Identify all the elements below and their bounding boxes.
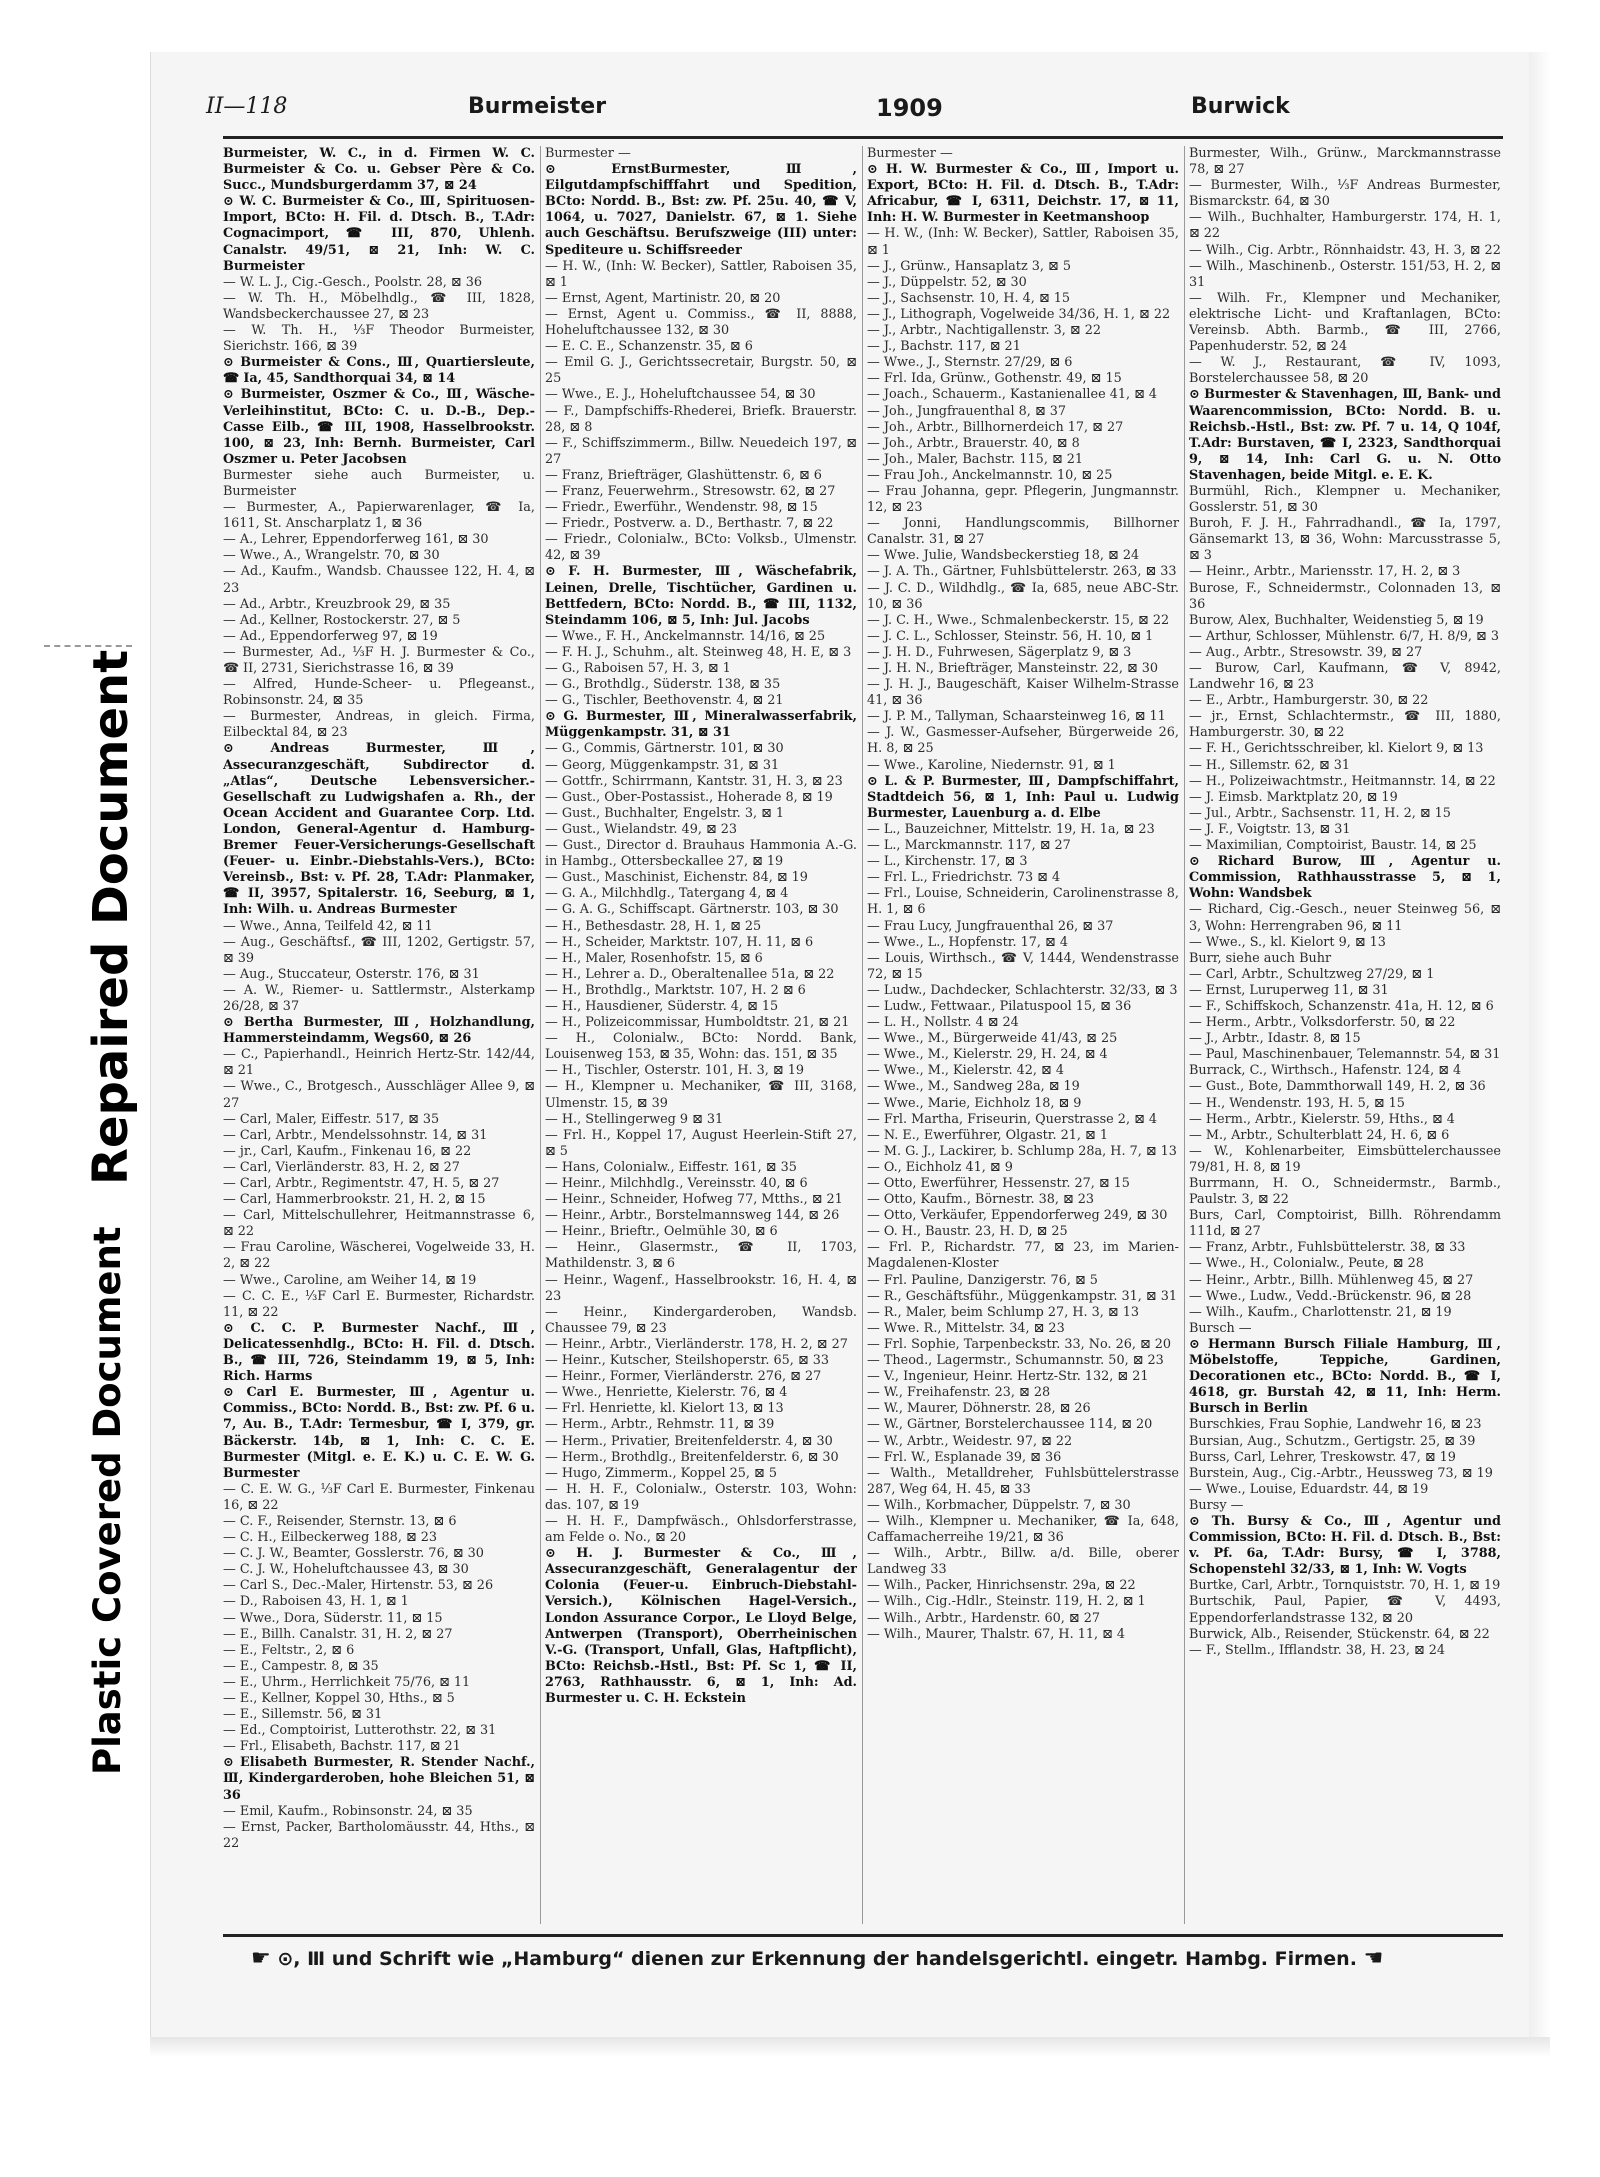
directory-entry: — Ed., Comptoirist, Lutterothstr. 22, ⊠ 31 [223,1723,497,1739]
directory-entry: — Ernst, Agent, Martinistr. 20, ⊠ 20 [545,290,781,306]
directory-entry: — Wwe., Louise, Eduardstr. 44, ⊠ 19 [1189,1481,1429,1497]
directory-entry: — G., Commis, Gärtnerstr. 101, ⊠ 30 [545,741,784,757]
directory-entry: — Heinr., Arbtr., Mariensstr. 17, H. 2, ⊠ 3 [1189,564,1461,580]
directory-entry: ⊙ Burmeister & Cons., Ⅲ, Quartiersleute, ☎ Ia, 45, Sandthorquai 34, ⊠ 14 [223,355,535,387]
directory-entry: — C. C. E., ⅓F Carl E. Burmester, Richardstr. 11, ⊠ 22 [223,1288,535,1320]
year: 1909 [876,94,943,122]
directory-entry: — R., Maler, beim Schlump 27, H. 3, ⊠ 13 [867,1304,1139,1320]
directory-entry: — L., Kirchenstr. 17, ⊠ 3 [867,854,1028,870]
directory-entry: — Frl. Henriette, kl. Kielort 13, ⊠ 13 [545,1401,784,1417]
directory-entry: — Heinr., Kindergarderoben, Wandsb. Chaussee 79, ⊠ 23 [545,1304,857,1336]
directory-entry: — Joh., Maler, Bachstr. 115, ⊠ 21 [867,451,1084,467]
directory-entry: — Wwe., M., Kielerstr. 29, H. 24, ⊠ 4 [867,1047,1108,1063]
directory-entry: — L. H., Nollstr. 4 ⊠ 24 [867,1015,1019,1031]
directory-entry: — J. W., Gasmesser-Aufseher, Bürgerweide 26, H. 8, ⊠ 25 [867,725,1179,757]
directory-entry: — Heinr., Arbtr., Borstelmannsweg 144, ⊠ 26 [545,1208,840,1224]
directory-entry: — Gust., Wielandstr. 49, ⊠ 23 [545,821,738,837]
directory-entry: — Hugo, Zimmerm., Koppel 25, ⊠ 5 [545,1465,777,1481]
directory-entry: — Herm., Arbtr., Volksdorferstr. 50, ⊠ 22 [1189,1015,1456,1031]
column-separator [540,146,541,1924]
directory-entry: — Wilh., Packer, Hinrichsenstr. 29a, ⊠ 22 [867,1578,1136,1594]
directory-entry: — Theod., Lagermstr., Schumannstr. 50, ⊠ 23 [867,1353,1164,1369]
directory-entry: — Friedr., Ewerführ., Wendenstr. 98, ⊠ 15 [545,500,818,516]
directory-entry: ⊙ W. C. Burmeister & Co., Ⅲ, Spirituosen-Import, BCto: H. Fil. d. Dtsch. B., T.Adr: Cognacimport, ☎ III, 870, Uhlenh. Canalstr. 49/51, ⊠ 21, Inh: W. C. Burmeister [223,194,535,274]
directory-entry: — J. P. M., Tallyman, Schaarsteinweg 16, ⊠ 11 [867,709,1166,725]
directory-entry: ⊙ Hermann Bursch Filiale Hamburg, Ⅲ, Möbelstoffe, Teppiche, Gardinen, Decorationen etc., BCto: Nordd. B., ☎ I, 4618, gr. Burstah 42, ⊠ 11, Inh: Herm. Bursch in Berlin [1189,1336,1501,1417]
pointing-hand-right-icon: ☚ [1363,1946,1384,1971]
directory-entry: ⊙ Burmester & Stavenhagen, Ⅲ, Bank- und Waarencommission, BCto: Nordd. B. u. Reichsb.-Hstl., Bst: zw. Pf. 7 u. 14, Q 104f, T.Adr: Burstaven, ☎ I, 2323, Sandthorquai 9, ⊠ 14, Inh: Carl G. u. N. Otto Stavenhagen, beide Mitgl. e. E. K. [1189,387,1501,483]
directory-entry: — Wilh., Maschinenb., Osterstr. 151/53, H. 2, ⊠ 31 [1189,258,1501,290]
directory-entry: — Carl S., Dec.-Maler, Hirtenstr. 53, ⊠ 26 [223,1578,494,1594]
repaired-document-label: Repaired Document [83,649,139,1185]
directory-entry: — Herm., Arbtr., Kielerstr. 59, Hths., ⊠ 4 [1189,1111,1455,1127]
directory-entry: Buroh, F. J. H., Fahrradhandl., ☎ Ia, 1797, Gänsemarkt 13, ⊠ 36, Wohn: Marcusstrasse 5, ⊠ 3 [1189,516,1501,564]
directory-entry: — Emil G. J., Gerichtssecretair, Burgstr. 50, ⊠ 25 [545,355,857,387]
directory-entry: — Herm., Brothdlg., Breitenfelderstr. 6, ⊠ 30 [545,1449,839,1465]
directory-entry: ⊙ L. & P. Burmester, Ⅲ, Dampfschiffahrt, Stadtdeich 56, ⊠ 1, Inh: Paul u. Ludwig Burmester, Lauenburg a. d. Elbe [867,773,1179,821]
directory-entry: — Wilh., Buchhalter, Hamburgerstr. 174, H. 1, ⊠ 22 [1189,210,1501,242]
directory-entry: — H., Polizeicommissar, Humboldtstr. 21, ⊠ 21 [545,1015,850,1031]
directory-entry: Burmester siehe auch Burmeister, u. Burmeister [223,467,535,499]
directory-entry: — Wwe. Julie, Wandsbeckerstieg 18, ⊠ 24 [867,548,1140,564]
directory-entry: — Heinr., Brieftr., Oelmühle 30, ⊠ 6 [545,1224,778,1240]
directory-entry: — Wilh., Maurer, Thalstr. 67, H. 11, ⊠ 4 [867,1626,1126,1642]
directory-entry: — Heinr., Former, Vierländerstr. 276, ⊠ 27 [545,1369,822,1385]
directory-entry: — W., Maurer, Döhnerstr. 28, ⊠ 26 [867,1401,1091,1417]
directory-entry: — Ad., Kaufm., Wandsb. Chaussee 122, H. 4, ⊠ 23 [223,564,535,596]
directory-entry: — Frl. W., Esplanade 39, ⊠ 36 [867,1449,1062,1465]
directory-entry: — E., Campestr. 8, ⊠ 35 [223,1658,379,1674]
directory-entry: — L., Marckmannstr. 117, ⊠ 27 [867,838,1071,854]
directory-entry: — Franz, Briefträger, Glashüttenstr. 6, ⊠ 6 [545,467,822,483]
directory-entry: — jr., Carl, Kaufm., Finkenau 16, ⊠ 22 [223,1143,472,1159]
directory-entry: — Burmester, Andreas, in gleich. Firma, Eilbecktal 84, ⊠ 23 [223,709,535,741]
directory-entry: — H., Scheider, Marktstr. 107, H. 11, ⊠ 6 [545,934,814,950]
directory-entry: — Frl., Elisabeth, Bachstr. 117, ⊠ 21 [223,1739,461,1755]
directory-entry: — J., Arbtr., Idastr. 8, ⊠ 15 [1189,1031,1361,1047]
page-edge [1529,52,1551,2037]
directory-entry: — J., Düppelstr. 52, ⊠ 30 [867,274,1027,290]
directory-entry: — J. H. N., Briefträger, Mansteinstr. 22, ⊠ 30 [867,661,1159,676]
directory-entry: — Wwe., M., Bürgerweide 41/43, ⊠ 25 [867,1031,1118,1047]
directory-entry: — H., Tischler, Osterstr. 101, H. 3, ⊠ 19 [545,1063,804,1079]
directory-entry: — Alfred, Hunde-Scheer- u. Pflegeanst., Robinsonstr. 24, ⊠ 35 [223,677,535,709]
directory-entry: — Carl, Mittelschullehrer, Heitmannstrasse 6, ⊠ 22 [223,1208,535,1240]
directory-entry: — Burow, Carl, Kaufmann, ☎ V, 8942, Landwehr 16, ⊠ 23 [1189,661,1501,693]
directory-entry: — W. Th. H., ⅓F Theodor Burmeister, Sierichstr. 166, ⊠ 39 [223,323,535,355]
directory-entry: — F., Schiffskoch, Schanzenstr. 41a, H. 12, ⊠ 6 [1189,998,1494,1014]
directory-entry: — Carl, Hammerbrookstr. 21, H. 2, ⊠ 15 [223,1192,486,1208]
directory-entry: — W., Kohlenarbeiter, Eimsbüttelerchaussee 79/81, H. 8, ⊠ 19 [1189,1143,1501,1175]
directory-entry: — Burmester, Wilh., ⅓F Andreas Burmester, Bismarckstr. 64, ⊠ 30 [1189,178,1501,210]
directory-entry: — Gust., Buchhalter, Engelstr. 3, ⊠ 1 [545,805,785,821]
directory-entry: — Ad., Arbtr., Kreuzbrook 29, ⊠ 35 [223,596,451,612]
directory-entry: — Frau Caroline, Wäscherei, Vogelweide 33, H. 2, ⊠ 22 [223,1240,535,1272]
directory-entry: Burmester — [867,146,953,161]
directory-entry: — Wwe., H., Colonialw., Peute, ⊠ 28 [1189,1256,1424,1272]
directory-entry: Burmester — [545,146,631,161]
directory-entry: — J. A. Th., Gärtner, Fuhlsbüttelerstr. 263, ⊠ 33 [867,564,1177,580]
directory-entry: — J., Bachstr. 117, ⊠ 21 [867,339,1021,355]
page-footer [251,1946,1501,1980]
directory-entry: — H., Stellingerweg 9 ⊠ 31 [545,1111,724,1127]
left-keyword: Burmeister [468,94,607,119]
directory-entry: — W. Th. H., Möbelhdlg., ☎ III, 1828, Wandsbeckerchaussee 27, ⊠ 23 [223,290,535,322]
directory-entry: — Jul., Arbtr., Sachsenstr. 11, H. 2, ⊠ 15 [1189,805,1451,821]
directory-entry: — Maximilian, Comptoirist, Baustr. 14, ⊠ 25 [1189,838,1477,854]
directory-entry: — H., Maler, Rosenhofstr. 15, ⊠ 6 [545,950,763,966]
directory-entry: — Louis, Wirthsch., ☎ V, 1444, Wendenstrasse 72, ⊠ 15 [867,950,1179,982]
directory-entry: — Aug., Stuccateur, Osterstr. 176, ⊠ 31 [223,966,480,982]
directory-page [150,52,1551,2037]
directory-entry: Burmeister, W. C., in d. Firmen W. C. Burmeister & Co. u. Gebser Père & Co. Succ., Mundsburgerdamm 37, ⊠ 24 [223,146,535,194]
directory-entry: — C. J. W., Hoheluftchaussee 43, ⊠ 30 [223,1562,469,1578]
directory-entry: — G. A. G., Schiffscapt. Gärtnerstr. 103, ⊠ 30 [545,902,839,918]
column-4 [1189,146,1501,1924]
directory-entry: — W., Arbtr., Weidestr. 97, ⊠ 22 [867,1433,1073,1449]
directory-entry: — J., Sachsenstr. 10, H. 4, ⊠ 15 [867,290,1071,306]
directory-entry: — Wwe., M., Kielerstr. 42, ⊠ 4 [867,1063,1064,1079]
directory-entry: — H., Polizeiwachtmstr., Heitmannstr. 14, ⊠ 22 [1189,773,1496,789]
directory-entry: — V., Ingenieur, Heinr. Hertz-Str. 132, ⊠ 21 [867,1369,1149,1385]
directory-entry: — Wwe., Henriette, Kielerstr. 76, ⊠ 4 [545,1385,788,1401]
columns [223,146,1503,1924]
directory-entry: — Wwe., Caroline, am Weiher 14, ⊠ 19 [223,1272,477,1288]
directory-entry: — J. Eimsb. Marktplatz 20, ⊠ 19 [1189,789,1398,805]
directory-entry: — F. H. J., Schuhm., alt. Steinweg 48, H. E, ⊠ 3 [545,644,852,660]
directory-entry: — Ernst, Luruperweg 11, ⊠ 31 [1189,982,1389,998]
directory-entry: — Gust., Bote, Dammthorwall 149, H. 2, ⊠ 36 [1189,1079,1486,1095]
directory-entry: — C. J. W., Beamter, Gosslerstr. 76, ⊠ 30 [223,1546,484,1562]
directory-entry: Burs, Carl, Comptoirist, Billh. Röhrendamm 111d, ⊠ 27 [1189,1208,1501,1240]
directory-entry: — H., Brothdlg., Marktstr. 107, H. 2 ⊠ 6 [545,982,806,998]
directory-entry: — D., Raboisen 43, H. 1, ⊠ 1 [223,1594,409,1610]
directory-entry: — Carl, Arbtr., Schultzweg 27/29, ⊠ 1 [1189,966,1435,982]
directory-entry: — F., Stellm., Ifflandstr. 38, H. 23, ⊠ 24 [1189,1642,1446,1658]
directory-entry: — Ernst, Agent u. Commiss., ☎ II, 8888, Hoheluftchaussee 132, ⊠ 30 [545,306,857,339]
directory-entry: ⊙ H. W. Burmester & Co., Ⅲ, Import u. Export, BCto: H. Fil. d. Dtsch. B., T.Adr: Africabur, ☎ I, 6311, Deichstr. 17, ⊠ 11, Inh: H. W. Burmester in Keetmanshoop [867,162,1179,226]
directory-entry: — Aug., Arbtr., Stresowstr. 39, ⊠ 27 [1189,644,1423,660]
directory-entry: — Georg, Müggenkampstr. 31, ⊠ 31 [545,757,780,773]
directory-entry: — H., Wendenstr. 193, H. 5, ⊠ 15 [1189,1095,1405,1111]
directory-entry: — H. H. F., Colonialw., Osterstr. 103, Wohn: das. 107, ⊠ 19 [545,1481,857,1513]
directory-entry: Bursch — [1189,1320,1252,1336]
directory-entry: — Ludw., Fettwaar., Pilatuspool 15, ⊠ 36 [867,998,1132,1014]
directory-entry: — Hans, Colonialw., Eiffestr. 161, ⊠ 35 [545,1159,797,1175]
directory-entry: — F. H., Gerichtsschreiber, kl. Kielort 9, ⊠ 13 [1189,741,1484,757]
plastic-covered-label: Plastic Covered Document [86,1226,129,1775]
directory-entry: — M. G. J., Lackirer, b. Schlump 28a, H. 7, ⊠ 13 [867,1143,1177,1159]
directory-entry: — R., Geschäftsführ., Müggenkampstr. 31, ⊠ 31 [867,1288,1177,1304]
directory-entry: — Ludw., Dachdecker, Schlachterstr. 32/33, ⊠ 3 [867,982,1178,998]
directory-entry: — H., Colonialw., BCto: Nordd. Bank, Louisenweg 153, ⊠ 35, Wohn: das. 151, ⊠ 35 [545,1031,857,1063]
directory-entry: — Wwe., Dora, Süderstr. 11, ⊠ 15 [223,1610,443,1626]
directory-entry: — G., Tischler, Beethovenstr. 4, ⊠ 21 [545,693,784,709]
directory-entry: — W. L. J., Cig.-Gesch., Poolstr. 28, ⊠ 36 [223,274,482,290]
directory-entry: — Joh., Arbtr., Billhornerdeich 17, ⊠ 27 [867,419,1124,435]
directory-entry: — H. W., (Inh: W. Becker), Sattler, Raboisen 35, ⊠ 1 [867,226,1179,258]
directory-entry: — Emil, Kaufm., Robinsonstr. 24, ⊠ 35 [223,1803,473,1819]
directory-entry: — Heinr., Schneider, Hofweg 77, Mtths., ⊠ 21 [545,1192,843,1208]
directory-entry: — Frau Lucy, Jungfrauenthal 26, ⊠ 37 [867,918,1114,934]
directory-entry: — Wwe., Ludw., Vedd.-Brückenstr. 96, ⊠ 28 [1189,1288,1472,1304]
directory-entry: Burtschik, Paul, Papier, ☎ V, 4493, Eppendorferlandstrasse 132, ⊠ 20 [1189,1594,1501,1626]
directory-entry: — Gust., Ober-Postassist., Hoherade 8, ⊠ 19 [545,789,833,805]
directory-entry: — Carl, Arbtr., Mendelssohnstr. 14, ⊠ 31 [223,1127,488,1143]
directory-entry: ⊙ Th. Bursy & Co., Ⅲ, Agentur und Commission, BCto: H. Fil. d. Dtsch. B., Bst: v. Pf. 6a, T.Adr: Bursy, ☎ I, 3788, Schopenstehl 32/33, ⊠ 1, Inh: W. Vogts [1189,1513,1501,1578]
directory-entry: — Walth., Metalldreher, Fuhlsbüttelerstrasse 287, Weg 64, H. 45, ⊠ 33 [867,1465,1179,1497]
directory-entry: — Frl. Pauline, Danzigerstr. 76, ⊠ 5 [867,1272,1098,1288]
directory-entry: — A., Lehrer, Eppendorferweg 161, ⊠ 30 [223,532,489,548]
directory-entry: — Joh., Jungfrauenthal 8, ⊠ 37 [867,403,1067,419]
directory-entry: — Wwe., M., Sandweg 28a, ⊠ 19 [867,1079,1080,1095]
directory-entry: — O., Eichholz 41, ⊠ 9 [867,1159,1013,1175]
directory-entry: — H., Bethesdastr. 28, H. 1, ⊠ 25 [545,918,762,934]
directory-entry: — J., Grünw., Hansaplatz 3, ⊠ 5 [867,258,1071,274]
directory-entry: — Joach., Schauerm., Kastanienallee 41, ⊠ 4 [867,387,1158,403]
directory-entry: — E. C. E., Schanzenstr. 35, ⊠ 6 [545,339,753,355]
directory-entry: — Wilh., Arbtr., Hardenstr. 60, ⊠ 27 [867,1610,1100,1626]
directory-entry: — C. F., Reisender, Sternstr. 13, ⊠ 6 [223,1513,457,1529]
directory-entry: Burschkies, Frau Sophie, Landwehr 16, ⊠ 23 [1189,1417,1482,1433]
directory-entry: — H., Lehrer a. D., Oberaltenallee 51a, ⊠ 22 [545,966,835,982]
scan-shadow [150,2037,1550,2057]
pointing-hand-left-icon: ☛ [251,1946,271,1971]
directory-entry: Burstein, Aug., Cig.-Arbtr., Heussweg 73, ⊠ 19 [1189,1465,1493,1481]
directory-entry: — C. E. W. G., ⅓F Carl E. Burmester, Finkenau 16, ⊠ 22 [223,1481,535,1513]
directory-entry: — J. F., Voigtstr. 13, ⊠ 31 [1189,821,1351,837]
directory-entry: — F., Dampfschiffs-Rhederei, Briefk. Brauerstr. 28, ⊠ 8 [545,403,857,435]
directory-entry: — N. E., Ewerführer, Olgastr. 21, ⊠ 1 [867,1127,1108,1143]
column-1 [223,146,535,1924]
directory-entry: — J. H. D., Fuhrwesen, Sägerplatz 9, ⊠ 3 [867,644,1132,660]
directory-entry: Bursy — [1189,1497,1244,1513]
directory-entry: — J. C. H., Wwe., Schmalenbeckerstr. 15, ⊠ 22 [867,612,1170,628]
directory-entry: Bursian, Aug., Schutzm., Gertigstr. 25, ⊠ 39 [1189,1433,1476,1449]
directory-entry: — W., Freihafenstr. 23, ⊠ 28 [867,1385,1051,1401]
directory-entry: ⊙ C. C. P. Burmester Nachf., Ⅲ, Delicatessenhdlg., BCto: H. Fil. d. Dtsch. B., ☎ III, 726, Steindamm 19, ⊠ 5, Inh: Rich. Harms [223,1320,535,1385]
directory-entry: — Gust., Maschinist, Eichenstr. 84, ⊠ 19 [545,870,808,886]
directory-entry: — Burmester, A., Papierwarenlager, ☎ Ia, 1611, St. Anscharplatz 1, ⊠ 36 [223,500,535,532]
directory-entry: ⊙ F. H. Burmester, Ⅲ, Wäschefabrik, Leinen, Drelle, Tischtücher, Gardinen u. Bettfedern, BCto: Nordd. B., ☎ III, 1132, Steindamm 106, ⊠ 5, Inh: Jul. Jacobs [545,564,857,628]
directory-entry: — Wwe., F. H., Anckelmannstr. 14/16, ⊠ 25 [545,628,826,644]
directory-entry: — H. W., (Inh: W. Becker), Sattler, Raboisen 35, ⊠ 1 [545,258,857,290]
directory-entry: — M., Arbtr., Schulterblatt 24, H. 6, ⊠ 6 [1189,1127,1450,1143]
directory-entry: — Wilh., Cig. Arbtr., Rönnhaidstr. 43, H. 3, ⊠ 22 [1189,242,1501,258]
directory-entry: — Arthur, Schlosser, Mühlenstr. 6/7, H. 8/9, ⊠ 3 [1189,628,1499,644]
directory-entry: Burwick, Alb., Reisender, Stückenstr. 64, ⊠ 22 [1189,1626,1490,1642]
directory-entry: ⊙ Carl E. Burmester, Ⅲ, Agentur u. Commiss., BCto: Nordd. B., Bst: zw. Pf. 6 u. 7, Au. B., T.Adr: Termesbur, ☎ I, 379, gr. Bäckerstr. 14b, ⊠ 1, Inh: C. C. E. Burmester (Mitgl. e. E. K.) u. C. E. W. G. Burmester [223,1385,535,1481]
directory-entry: ⊙ Elisabeth Burmester, R. Stender Nachf., Ⅲ, Kindergarderoben, hohe Bleichen 51, ⊠ 36 [223,1755,535,1803]
directory-entry: — L., Bauzeichner, Mittelstr. 19, H. 1a, ⊠ 23 [867,821,1155,837]
column-3 [867,146,1179,1924]
directory-entry: — Heinr., Arbtr., Billh. Mühlenweg 45, ⊠ 27 [1189,1272,1474,1288]
directory-entry: — Wwe., Anna, Teilfeld 42, ⊠ 11 [223,918,433,934]
directory-entry: — Frl. L., Friedrichstr. 73 ⊠ 4 [867,870,1061,886]
page-header [206,94,1526,134]
directory-entry: — Wwe., E. J., Hoheluftchaussee 54, ⊠ 30 [545,387,816,403]
directory-entry: — Wwe. R., Mittelstr. 34, ⊠ 23 [867,1320,1065,1336]
directory-entry: — Otto, Kaufm., Börnestr. 38, ⊠ 23 [867,1192,1095,1208]
directory-entry: — Wwe., J., Sternstr. 27/29, ⊠ 6 [867,355,1073,371]
directory-entry: — Frl. Sophie, Tarpenbeckstr. 33, No. 26, ⊠ 20 [867,1336,1172,1352]
directory-entry: ⊙ H. J. Burmester & Co., Ⅲ, Assecuranzgeschäft, Generalagentur der Colonia (Feuer-u. Einbruch-Diebstahl-Versich.), Kölnischen Hagel-Versich., London Assurance Corpor., Le Lloyd Belge, Antwerpen (Transport), Oberrheinischen V.-G. (Transport, Unfall, Glas, Haftpflicht), BCto: Reichsb.-Hstl., Bst: Pf. Sc 1, ☎ II, 2763, Rathhausstr. 6, ⊠ 1, Inh: Ad. Burmester u. C. H. Eckstein [545,1546,857,1706]
page-number: II—118 [206,94,288,119]
directory-entry: — Wwe., S., kl. Kielort 9, ⊠ 13 [1189,934,1386,950]
directory-entry: — E., Feltstr., 2, ⊠ 6 [223,1642,355,1658]
directory-entry: Burmühl, Rich., Klempner u. Mechaniker, Gosslerstr. 51, ⊠ 30 [1189,483,1501,516]
directory-entry: — Ad., Eppendorferweg 97, ⊠ 19 [223,628,438,644]
column-separator [1184,146,1185,1924]
directory-entry: Burow, Alex, Buchhalter, Weidenstieg 5, ⊠ 19 [1189,612,1484,628]
directory-entry: — Frl. H., Koppel 17, August Heerlein-Stift 27, ⊠ 5 [545,1127,857,1159]
directory-entry: — Gust., Director d. Brauhaus Hammonia A.-G. in Hambg., Ottersbeckallee 27, ⊠ 19 [545,838,857,870]
directory-entry: — Wilh., Klempner u. Mechaniker, ☎ Ia, 648, Caffamacherreihe 19/21, ⊠ 36 [867,1513,1179,1546]
directory-entry: — Friedr., Colonialw., BCto: Volksb., Ulmenstr. 42, ⊠ 39 [545,532,857,564]
directory-entry: — J. H. J., Baugeschäft, Kaiser Wilhelm-Strasse 41, ⊠ 36 [867,677,1179,709]
directory-entry: — Joh., Arbtr., Brauerstr. 40, ⊠ 8 [867,435,1080,451]
directory-entry: — E., Sillemstr. 56, ⊠ 31 [223,1707,383,1723]
directory-entry: — Heinr., Kutscher, Steilshoperstr. 65, ⊠ 33 [545,1353,830,1369]
directory-entry: — Heinr., Arbtr., Vierländerstr. 178, H. 2, ⊠ 27 [545,1336,848,1352]
column-2 [545,146,857,1924]
directory-entry: — Ernst, Packer, Bartholomäusstr. 44, Hths., ⊠ 22 [223,1819,535,1851]
left-strip [0,0,150,2177]
directory-entry: Burtke, Carl, Arbtr., Tornquiststr. 70, H. 1, ⊠ 19 [1189,1578,1501,1594]
directory-entry: — J., Arbtr., Nachtigallenstr. 3, ⊠ 22 [867,323,1102,339]
directory-entry: — J. C. L., Schlosser, Steinstr. 56, H. 10, ⊠ 1 [867,628,1154,644]
directory-entry: — C. H., Eilbeckerweg 188, ⊠ 23 [223,1530,438,1546]
directory-entry: — Wilh., Kaufm., Charlottenstr. 21, ⊠ 19 [1189,1304,1452,1320]
directory-entry: — Otto, Ewerführer, Hessenstr. 27, ⊠ 15 [867,1176,1130,1191]
directory-entry: — H. H. F., Dampfwäsch., Ohlsdorferstrasse, am Felde o. No., ⊠ 20 [545,1513,857,1546]
directory-entry: — Wilh., Korbmacher, Düppelstr. 7, ⊠ 30 [867,1497,1131,1513]
directory-entry: ⊙ ErnstBurmester, Ⅲ, Eilgutdampfschifffahrt und Spedition, BCto: Nordd. B., Bst: zw. Pf. 25u. 40, ☎ V, 1064, u. 7027, Danielstr. 67, ⊠ 1. Siehe auch Geschäftsu. Berufszweige (III) unter: Spediteure u. Schiffsreeder [545,162,857,258]
directory-entry: — Ad., Kellner, Rostockerstr. 27, ⊠ 5 [223,612,461,628]
directory-entry: — Carl, Maler, Eiffestr. 517, ⊠ 35 [223,1111,440,1127]
directory-entry: — Frl. Martha, Friseurin, Querstrasse 2, ⊠ 4 [867,1111,1158,1127]
directory-entry: — Wwe., Marie, Eichholz 18, ⊠ 9 [867,1095,1082,1111]
footer-text: ⊙, Ⅲ und Schrift wie „Hamburg“ dienen zur Erkennung der handelsgerichtl. eingetr. Hambg. Firmen. [277,1948,1357,1970]
directory-entry: — Burmester, Ad., ⅓F H. J. Burmester & Co., ☎ II, 2731, Sierichstrasse 16, ⊠ 39 [223,644,535,676]
directory-entry: — H., Sillemstr. 62, ⊠ 31 [1189,757,1351,773]
directory-entry: — Gottfr., Schirrmann, Kantstr. 31, H. 3, ⊠ 23 [545,773,843,789]
directory-entry: — Frl., Louise, Schneiderin, Carolinenstrasse 8, H. 1, ⊠ 6 [867,886,1179,918]
directory-entry: — E., Kellner, Koppel 30, Hths., ⊠ 5 [223,1691,455,1706]
directory-entry: — Frau Joh., Anckelmannstr. 10, ⊠ 25 [867,467,1113,483]
directory-entry: — Richard, Cig.-Gesch., neuer Steinweg 56, ⊠ 3, Wohn: Herrengraben 96, ⊠ 11 [1189,902,1501,934]
directory-entry: — Frl. P., Richardstr. 77, ⊠ 23, im Marien-Magdalenen-Kloster [867,1240,1179,1272]
directory-entry: — J., Lithograph, Vogelweide 34/36, H. 1, ⊠ 22 [867,306,1171,322]
directory-entry: — Herm., Privatier, Breitenfelderstr. 4, ⊠ 30 [545,1433,833,1449]
directory-entry: Burmester, Wilh., Grünw., Marckmannstrasse 78, ⊠ 27 [1189,146,1501,178]
directory-entry: — Frau Johanna, gepr. Pflegerin, Jungmannstr. 12, ⊠ 23 [867,483,1179,516]
directory-entry: Burrack, C., Wirthsch., Hafenstr. 124, ⊠ 4 [1189,1063,1462,1079]
directory-entry: — H., Klempner u. Mechaniker, ☎ III, 3168, Ulmenstr. 15, ⊠ 39 [545,1079,857,1111]
directory-entry: — Wwe., Karoline, Niedernstr. 91, ⊠ 1 [867,757,1116,773]
directory-entry: — E., Billh. Canalstr. 31, H. 2, ⊠ 27 [223,1626,453,1642]
directory-entry: — Heinr., Glasermstr., ☎ II, 1703, Mathildenstr. 3, ⊠ 6 [545,1240,857,1272]
directory-entry: — Wilh., Arbtr., Billw. a/d. Bille, oberer Landweg 33 [867,1546,1179,1578]
directory-entry: — G. A., Milchhdlg., Tatergang 4, ⊠ 4 [545,886,789,902]
directory-entry: — C., Papierhandl., Heinrich Hertz-Str. 142/44, ⊠ 21 [223,1047,535,1079]
directory-entry: — W., Gärtner, Borstelerchaussee 114, ⊠ 20 [867,1417,1153,1433]
directory-entry: Burr, siehe auch Buhr [1189,950,1332,966]
directory-entry: — Herm., Arbtr., Rehmstr. 11, ⊠ 39 [545,1417,775,1433]
directory-entry: — Wilh. Fr., Klempner und Mechaniker, elektrische Licht- und Kraftanlagen, BCto: Vereinsb. Abth. Barmb., ☎ III, 2766, Papenhuderstr. 52, ⊠ 24 [1189,290,1501,355]
directory-entry: — Jonni, Handlungscommis, Billhorner Canalstr. 31, ⊠ 27 [867,516,1179,548]
directory-entry: — O. H., Baustr. 23, H. D, ⊠ 25 [867,1224,1068,1240]
directory-entry: — Friedr., Postverw. a. D., Berthastr. 7, ⊠ 22 [545,516,834,532]
directory-entry: — G., Raboisen 57, H. 3, ⊠ 1 [545,661,731,676]
directory-entry: — J. C. D., Wildhdlg., ☎ Ia, 685, neue ABC-Str. 10, ⊠ 36 [867,580,1179,612]
directory-entry: — Carl, Arbtr., Regimentstr. 47, H. 5, ⊠ 27 [223,1176,500,1191]
directory-entry: — W. J., Restaurant, ☎ IV, 1093, Borstelerchaussee 58, ⊠ 20 [1189,355,1501,387]
directory-entry: — E., Arbtr., Hamburgerstr. 30, ⊠ 22 [1189,693,1429,709]
directory-entry: ⊙ Richard Burow, Ⅲ, Agentur u. Commission, Rathhausstrasse 5, ⊠ 1, Wohn: Wandsbek [1189,854,1501,902]
directory-entry: — Heinr., Wagenf., Hasselbrookstr. 16, H. 4, ⊠ 23 [545,1272,857,1304]
directory-entry: — Franz, Feuerwehrm., Stresowstr. 62, ⊠ 27 [545,483,836,499]
directory-entry: — Frl. Ida, Grünw., Gothenstr. 49, ⊠ 15 [867,371,1122,387]
directory-entry: — H., Hausdiener, Süderstr. 4, ⊠ 15 [545,998,779,1014]
directory-entry: — Carl, Vierländerstr. 83, H. 2, ⊠ 27 [223,1159,460,1175]
directory-entry: — jr., Ernst, Schlachtermstr., ☎ III, 1880, Hamburgerstr. 30, ⊠ 22 [1189,709,1501,741]
directory-entry: — Wwe., C., Brotgesch., Ausschläger Allee 9, ⊠ 27 [223,1079,535,1111]
right-keyword: Burwick [1191,94,1290,119]
directory-entry: — Wilh., Cig.-Hdlr., Steinstr. 119, H. 2, ⊠ 1 [867,1594,1146,1610]
footer-rule [223,1934,1503,1937]
column-separator [862,146,863,1924]
directory-entry: Burose, F., Schneidermstr., Colonnaden 13, ⊠ 36 [1189,580,1501,612]
directory-entry: Burss, Carl, Lehrer, Treskowstr. 47, ⊠ 19 [1189,1449,1456,1465]
directory-entry: — Otto, Verkäufer, Eppendorferweg 249, ⊠ 30 [867,1208,1168,1224]
directory-entry: — Aug., Geschäftsf., ☎ III, 1202, Gertigstr. 57, ⊠ 39 [223,934,535,966]
directory-entry: — G., Brothdlg., Süderstr. 138, ⊠ 35 [545,677,781,693]
directory-entry: — Paul, Maschinenbauer, Telemannstr. 54, ⊠ 31 [1189,1047,1501,1063]
directory-entry: — Heinr., Milchhdlg., Vereinsstr. 40, ⊠ 6 [545,1176,808,1191]
directory-entry: — A. W., Riemer- u. Sattlermstr., Alsterkamp 26/28, ⊠ 37 [223,982,535,1014]
directory-entry: — Wwe., A., Wrangelstr. 70, ⊠ 30 [223,548,440,564]
directory-entry: ⊙ Bertha Burmester, Ⅲ, Holzhandlung, Hammersteindamm, Wegs60, ⊠ 26 [223,1015,535,1047]
directory-entry: ⊙ Burmeister, Oszmer & Co., Ⅲ, Wäsche-Verleihinstitut, BCto: C. u. D.-B., Dep.-Casse Eilb., ☎ III, 1908, Hasselbrookstr. 100, ⊠ 23, Inh: Bernh. Burmeister, Carl Oszmer u. Peter Jacobsen [223,387,535,467]
directory-entry: — Franz, Arbtr., Fuhlsbüttelerstr. 38, ⊠ 33 [1189,1240,1466,1256]
directory-entry: Burrmann, H. O., Schneidermstr., Barmb., Paulstr. 3, ⊠ 22 [1189,1176,1501,1208]
directory-entry: — E., Uhrm., Herrlichkeit 75/76, ⊠ 11 [223,1674,471,1690]
directory-entry: — Wwe., L., Hopfenstr. 17, ⊠ 4 [867,934,1068,950]
strip-divider [44,645,132,647]
header-rule [223,136,1503,139]
directory-entry: — F., Schiffszimmerm., Billw. Neuedeich 197, ⊠ 27 [545,435,857,467]
directory-entry: ⊙ Andreas Burmester, Ⅲ, Assecuranzgeschäft, Subdirector d. „Atlas“, Deutsche Lebensversicher.-Gesellschaft zu Ludwigshafen a. Rh., der Ocean Accident and Guarantee Corp. Ltd. London, General-Agentur d. Hamburg-Bremer Feuer-Versicherungs-Gesellschaft (Feuer- u. Einbr.-Diebstahls-Vers.), BCto: Vereinsb., Bst: v. Pf. 28, T.Adr: Planmaker, ☎ II, 3957, Spitalerstr. 16, Seeburg, ⊠ 1, Inh: Wilh. u. Andreas Burmester [223,741,535,918]
directory-entry: ⊙ G. Burmester, Ⅲ, Mineralwasserfabrik, Müggenkampstr. 31, ⊠ 31 [545,709,857,741]
